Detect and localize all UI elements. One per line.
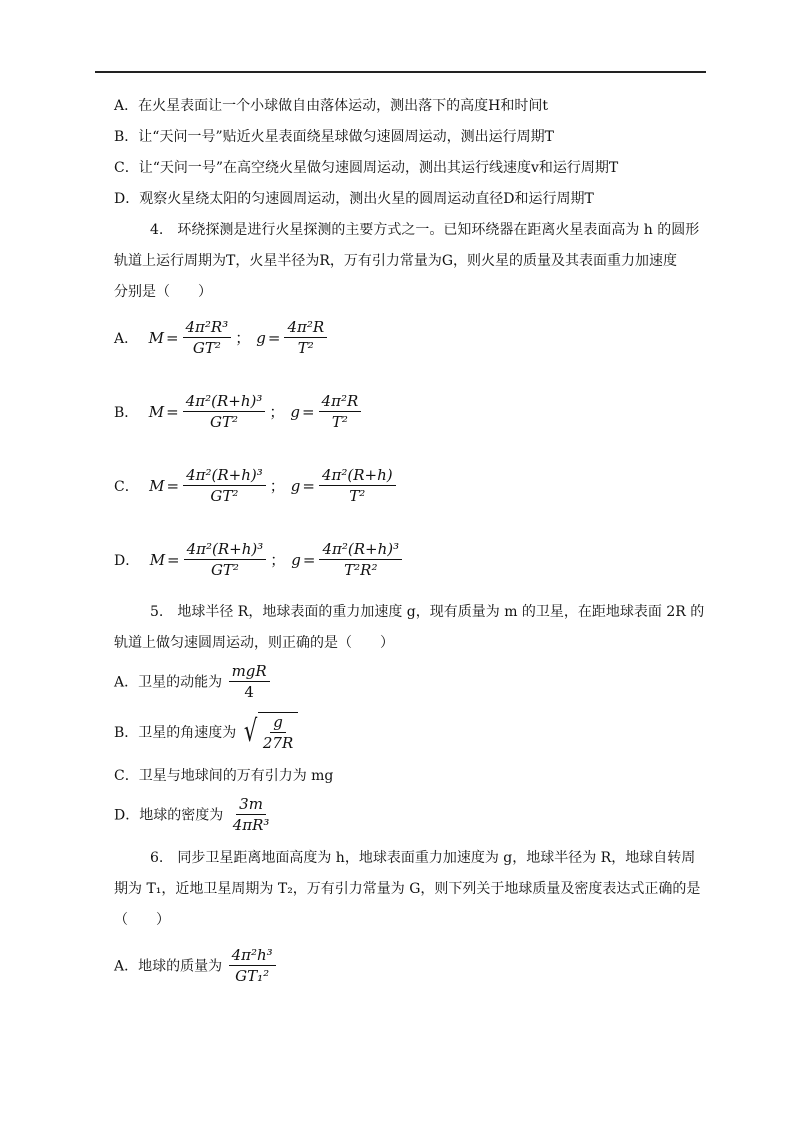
- q4-option-a-formula: M = $\frac{\text{4π²R³}}{\text{GT²}}$ ； g = $\frac{\text{4π²R}}{\text{T²}}$: [149, 318, 330, 357]
- q5-option-a: A．卫星的动能为 $\frac{\text{mgR}}{4}$: [114, 662, 272, 701]
- q4-option-b-label: B．: [114, 404, 139, 421]
- prev-option-b: B．让“天问一号”贴近火星表面绕星球做匀速圆周运动，测出运行周期T: [114, 129, 554, 145]
- q4-option-d: [114, 540, 404, 579]
- q5-option-c: C．卫星与地球间的万有引力为 mg: [114, 768, 334, 784]
- q4-stem-line2: 轨道上运行周期为T，火星半径为R，万有引力常量为G，则火星的质量及其表面重力加速度: [114, 253, 678, 269]
- q6-stem-line3: （ ）: [114, 912, 170, 928]
- q4-option-c-formula: M = $\frac{\text{4π²(R+h)³}}{\text{GT²}}$ ； g = $\frac{\text{4π²(R+h)}}{\text{T²}}$: [149, 466, 397, 505]
- q4-option-b-formula: M = $\frac{\text{4π²(R+h)³}}{\text{GT²}}$ ； g = $\frac{\text{4π²R}}{\text{T²}}$: [149, 392, 364, 431]
- q4-option-a-label: A．: [114, 330, 139, 347]
- q4-option-c: [114, 466, 398, 505]
- q4-option-b: [114, 392, 363, 431]
- q4-option-c-label: C．: [114, 478, 139, 495]
- q5-option-b-sqrt: √ $\frac{g}{27R}$: [241, 712, 299, 752]
- prev-option-c: C．让“天问一号”在高空绕火星做匀速圆周运动，测出其运行线速度v和运行周期T: [114, 160, 619, 176]
- q5-option-d: D．地球的密度为 $\frac{3m}{\text{4πR³}}$: [114, 795, 270, 834]
- q4-option-d-formula: M = $\frac{\text{4π²(R+h)³}}{\text{GT²}}$ ； g = $\frac{\text{4π²(R+h)³}}{\text{T²R²}}$: [150, 540, 404, 579]
- prev-option-d: D．观察火星绕太阳的匀速圆周运动，测出火星的圆周运动直径D和运行周期T: [114, 191, 594, 207]
- header-rule: [95, 71, 706, 73]
- q6-option-a: A．地球的质量为 $\frac{\text{4π²h³}}{\text{GT₁²}}$: [114, 946, 278, 985]
- q4-stem-line3: 分别是（ ）: [114, 284, 212, 300]
- q4-option-d-label: D．: [114, 552, 140, 569]
- q6-stem-line2: 期为 T₁，近地卫星周期为 T₂，万有引力常量为 G，则下列关于地球质量及密度表达式正确的是: [114, 881, 701, 897]
- q5-stem-line2: 轨道上做匀速圆周运动，则正确的是（ ）: [114, 635, 394, 651]
- prev-option-a: A．在火星表面让一个小球做自由落体运动，测出落下的高度H和时间t: [114, 98, 548, 114]
- q5-stem-line1: 5. 地球半径 R，地球表面的重力加速度 g，现有质量为 m 的卫星，在距地球表面 2R 的: [150, 604, 705, 620]
- q6-stem-line1: 6. 同步卫星距离地面高度为 h，地球表面重力加速度为 g，地球半径为 R，地球自转周: [150, 850, 696, 866]
- q4-stem-line1: 4. 环绕探测是进行火星探测的主要方式之一。已知环绕器在距离火星表面高为 h 的圆形: [150, 222, 700, 238]
- q5-option-b: B．卫星的角速度为 √ $\frac{g}{27R}$: [114, 712, 298, 752]
- q4-option-a: [114, 318, 329, 357]
